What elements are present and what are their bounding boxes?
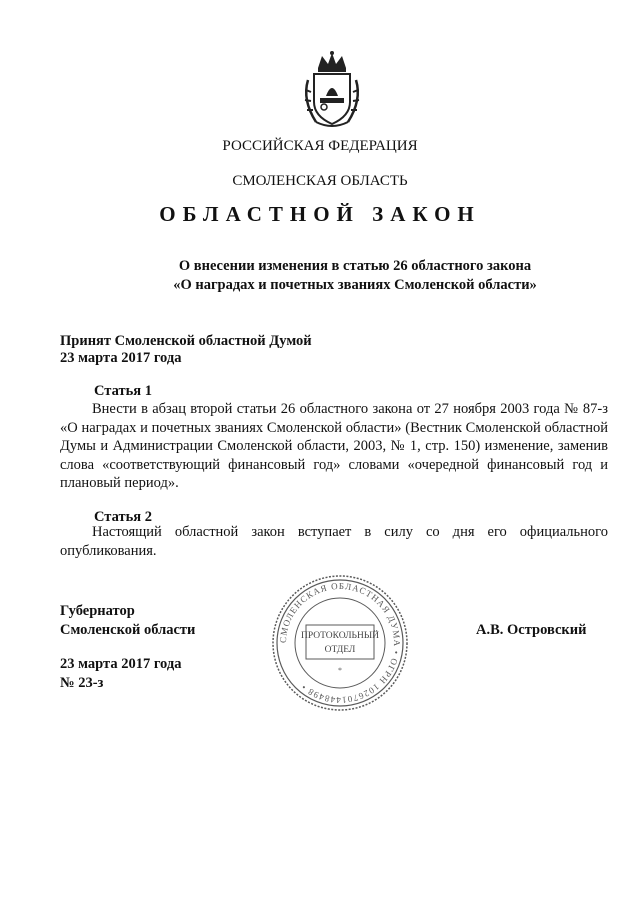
article-2-text: Настоящий областной закон вступает в силу со дня его официального опубликования. <box>60 524 608 559</box>
coat-of-arms-icon <box>296 50 368 130</box>
signatory-position-line-2: Смоленской области <box>60 622 196 638</box>
article-1-text: Внести в абзац второй статьи 26 областного закона от 27 ноября 2003 года № 87-з «О наградах и почетных званиях Смоленской области» (Вестник Смоленской областной Думы и Администрации Смоленской области, 2003, № 1, стр. 150) изменение, заменив слова «соответствующий финансовый год» словами «очередной финансовый год и плановый период». <box>60 401 608 491</box>
seal-inner-line-2: ОТДЕЛ <box>324 645 356 655</box>
adoption-date: 23 марта 2017 года <box>60 350 182 366</box>
document-type: ОБЛАСТНОЙ ЗАКОН <box>159 202 481 226</box>
country-name: РОССИЙСКАЯ ФЕДЕРАЦИЯ <box>222 138 418 154</box>
article-1-heading: Статья 1 <box>94 383 152 399</box>
law-title-line-2: «О наградах и почетных званиях Смоленской области» <box>173 277 537 293</box>
svg-text:*: * <box>338 666 342 675</box>
adoption-body: Принят Смоленской областной Думой <box>60 333 312 349</box>
law-title-line-1: О внесении изменения в статью 26 областного закона <box>178 258 532 274</box>
signatory-position-line-1: Губернатор <box>60 603 135 619</box>
signatory-name: А.В. Островский <box>476 622 587 638</box>
official-seal <box>270 573 410 713</box>
svg-text:СМОЛЕНСКАЯ ОБЛАСТНАЯ ДУМА • ОГ <box>278 581 402 705</box>
seal-ring-text: СМОЛЕНСКАЯ ОБЛАСТНАЯ ДУМА • ОГРН 1026701448498 • <box>277 580 403 706</box>
coat-of-arms-emblem <box>296 50 368 130</box>
seal-inner-line-1: ПРОТОКОЛЬНЫЙ <box>300 631 380 641</box>
seal-stamp-icon <box>270 573 410 713</box>
region-name: СМОЛЕНСКАЯ ОБЛАСТЬ <box>232 173 408 189</box>
signing-date: 23 марта 2017 года <box>60 656 182 672</box>
law-number: № 23-з <box>60 675 104 691</box>
article-2-heading: Статья 2 <box>94 509 152 525</box>
